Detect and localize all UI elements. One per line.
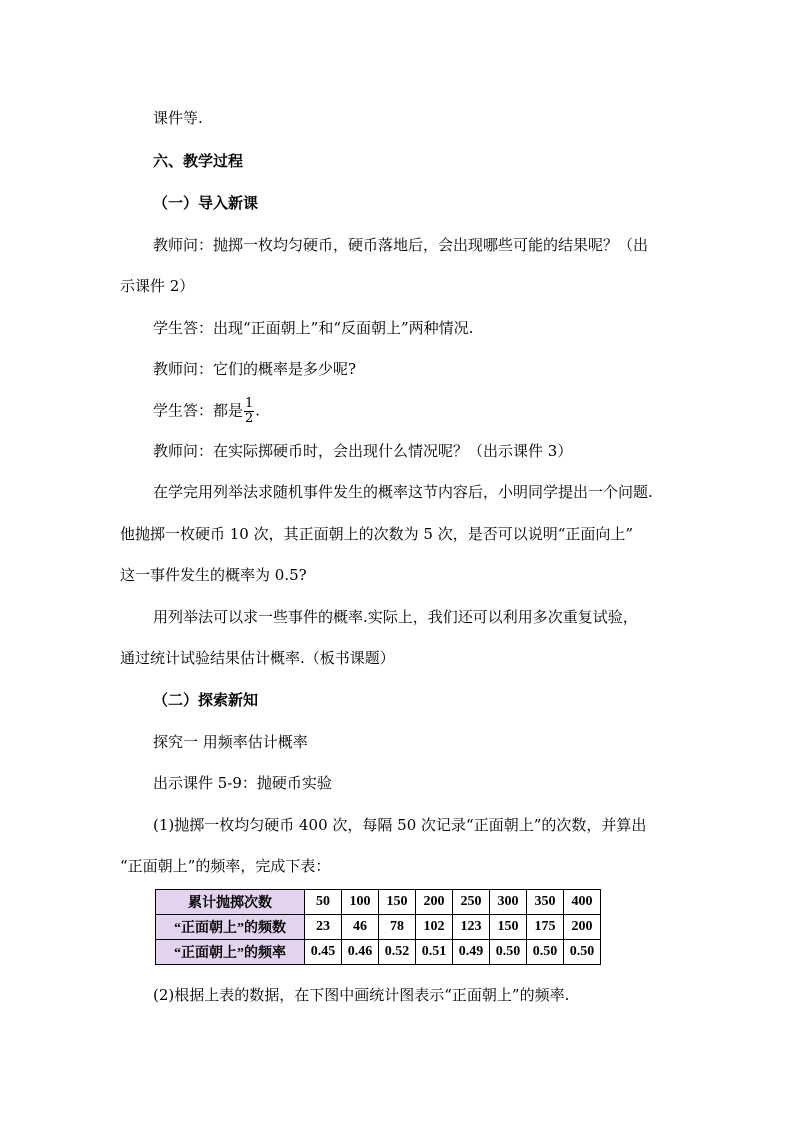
table-cell: 250 (453, 890, 490, 915)
row-header: “正面朝上”的频数 (156, 915, 305, 940)
frequency-table (155, 889, 601, 965)
text-line: 示课件 2） (120, 277, 195, 295)
row-header: “正面朝上”的频率 (156, 940, 305, 965)
table-cell: 46 (342, 915, 379, 940)
table-cell: 0.46 (342, 940, 379, 965)
text-line: 学生答：出现“正面朝上”和“反面朝上”两种情况. (153, 319, 474, 337)
table-row (156, 915, 601, 940)
text-line (153, 397, 260, 426)
text-line: 他抛掷一枚硬币 10 次，其正面朝上的次数为 5 次，是否可以说明“正面向上” (120, 525, 634, 543)
text-line: 这一事件发生的概率为 0.5? (120, 566, 307, 584)
subsection-heading: （二）探索新知 (153, 691, 259, 709)
table-cell: 300 (490, 890, 527, 915)
text-line: 用列举法可以求一些事件的概率.实际上，我们还可以利用多次重复试验， (153, 608, 638, 626)
text-line: 教师问：在实际掷硬币时，会出现什么情况呢？（出示课件 3） (153, 442, 573, 460)
table-cell: 100 (342, 890, 379, 915)
subsection-heading: （一）导入新课 (153, 194, 259, 212)
text-line: (1)抛掷一枚均匀硬币 400 次，每隔 50 次记录“正面朝上”的次数，并算出 (153, 816, 647, 834)
text-line: 出示课件 5-9：抛硬币实验 (153, 774, 332, 792)
table-cell: 23 (305, 915, 342, 940)
fraction-numerator: 1 (245, 396, 254, 411)
table-cell: 0.49 (453, 940, 490, 965)
table-cell: 400 (564, 890, 601, 915)
text-line: (2)根据上表的数据，在下图中画统计图表示“正面朝上”的频率. (153, 986, 570, 1004)
text-line: 在学完用列举法求随机事件发生的概率这节内容后，小明同学提出一个问题. (153, 483, 653, 501)
table-row (156, 940, 601, 965)
table-cell: 0.50 (527, 940, 564, 965)
table-cell: 0.51 (416, 940, 453, 965)
table-cell: 123 (453, 915, 490, 940)
answer-suffix: . (255, 401, 261, 420)
table-cell: 175 (527, 915, 564, 940)
table-cell: 50 (305, 890, 342, 915)
table-cell: 78 (379, 915, 416, 940)
section-heading: 六、教学过程 (153, 152, 244, 170)
text-line: 教师问：它们的概率是多少呢? (153, 360, 357, 378)
table-cell: 0.52 (379, 940, 416, 965)
table-cell: 0.45 (305, 940, 342, 965)
table-cell: 102 (416, 915, 453, 940)
text-line: 教师问：抛掷一枚均匀硬币，硬币落地后，会出现哪些可能的结果呢？（出 (153, 236, 649, 254)
table-cell: 0.50 (490, 940, 527, 965)
answer-prefix: 学生答：都是 (153, 401, 244, 420)
table-cell: 350 (527, 890, 564, 915)
fraction-denominator: 2 (245, 411, 254, 426)
text-line: “正面朝上”的频率，完成下表： (120, 857, 331, 875)
table-cell: 150 (490, 915, 527, 940)
table-cell: 0.50 (564, 940, 601, 965)
text-line: 探究一 用频率估计概率 (153, 733, 308, 751)
row-header: 累计抛掷次数 (156, 890, 305, 915)
table-row (156, 890, 601, 915)
text-line: 通过统计试验结果估计概率.（板书课题） (120, 649, 395, 667)
table-cell: 150 (379, 890, 416, 915)
text-line: 课件等. (153, 109, 203, 127)
table-cell: 200 (416, 890, 453, 915)
fraction (244, 397, 254, 426)
table-cell: 200 (564, 915, 601, 940)
